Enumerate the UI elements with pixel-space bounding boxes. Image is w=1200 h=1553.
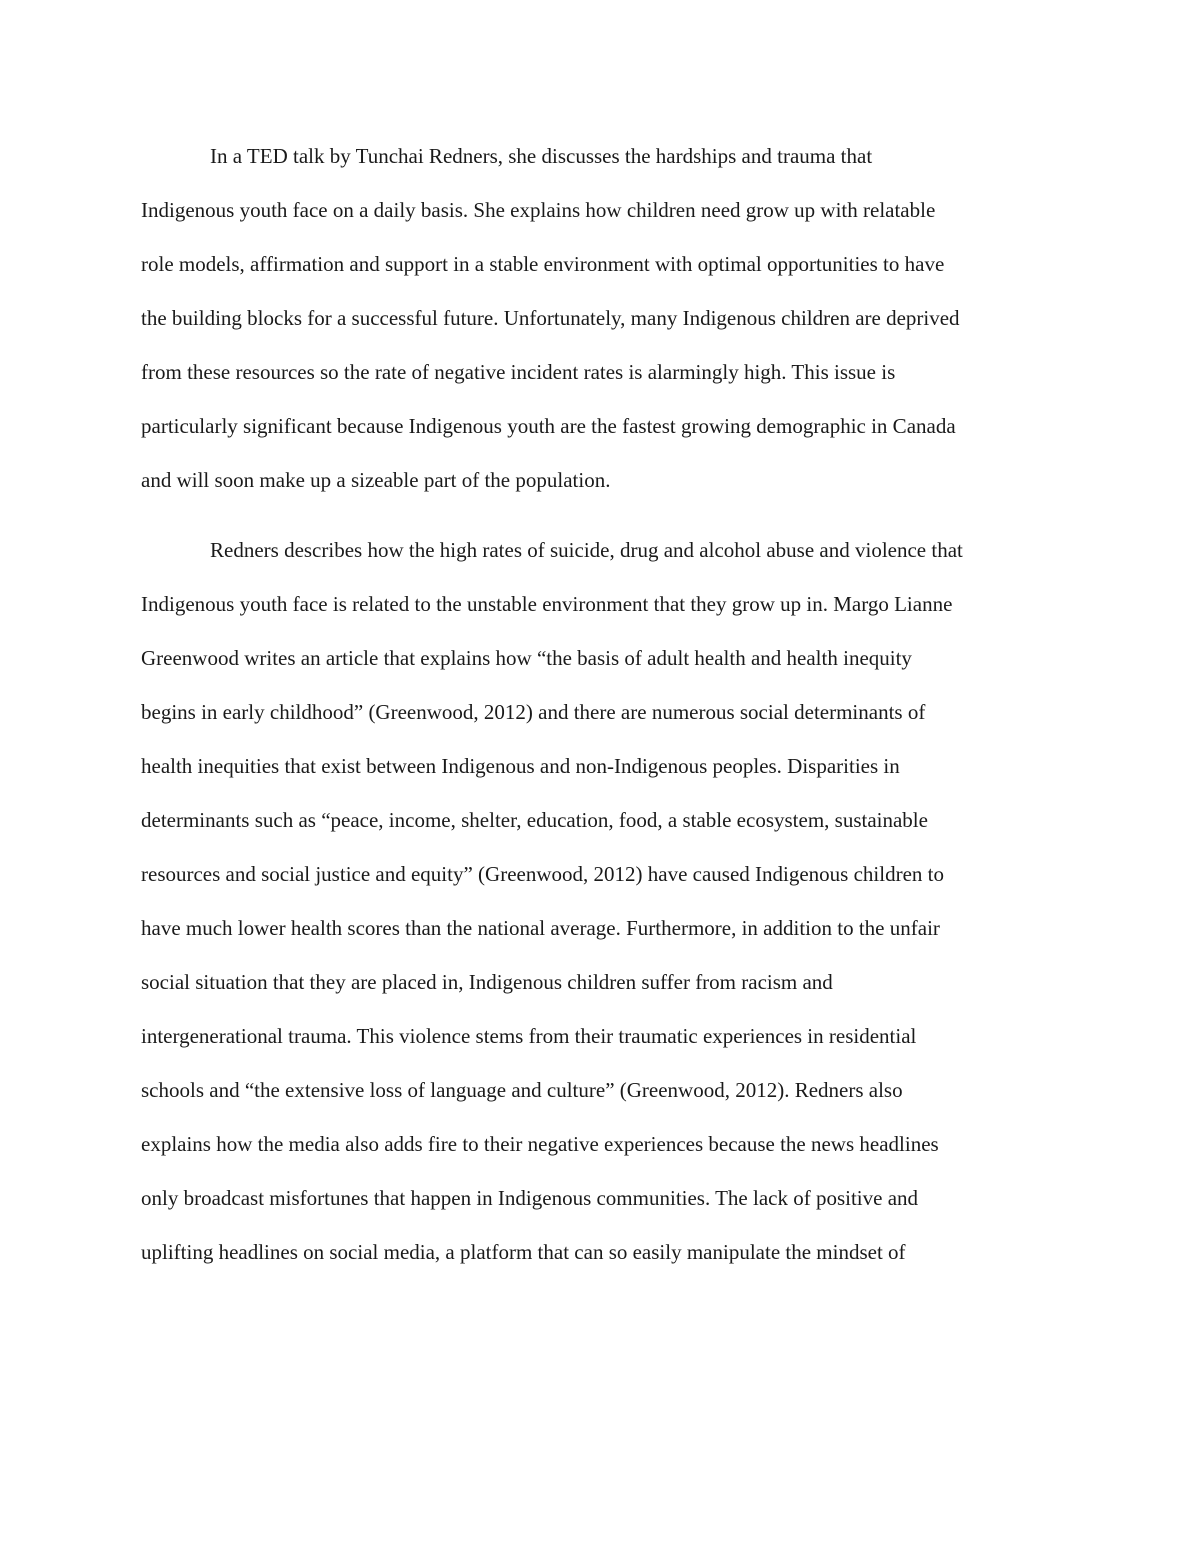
paragraph-line: determinants such as “peace, income, shelter, education, food, a stable ecosystem, sustainable — [141, 808, 928, 832]
paragraph-line: resources and social justice and equity” (Greenwood, 2012) have caused Indigenous children to — [141, 862, 944, 886]
paragraph-line: and will soon make up a sizeable part of the population. — [141, 468, 611, 492]
paragraph-line: uplifting headlines on social media, a platform that can so easily manipulate the mindset of — [141, 1240, 906, 1264]
paragraph-line: schools and “the extensive loss of language and culture” (Greenwood, 2012). Redners also — [141, 1078, 903, 1102]
paragraph — [141, 523, 1061, 1279]
paragraph-line: Indigenous youth face on a daily basis. She explains how children need grow up with relatable — [141, 198, 936, 222]
paragraph-line: Redners describes how the high rates of suicide, drug and alcohol abuse and violence that — [210, 538, 963, 562]
paragraph-line: from these resources so the rate of negative incident rates is alarmingly high. This issue is — [141, 360, 896, 384]
paragraph-line: the building blocks for a successful future. Unfortunately, many Indigenous children are deprived — [141, 306, 960, 330]
paragraph-line: particularly significant because Indigenous youth are the fastest growing demographic in Canada — [141, 414, 956, 438]
paragraph-line: health inequities that exist between Indigenous and non-Indigenous peoples. Disparities in — [141, 754, 900, 778]
paragraph-line: Greenwood writes an article that explains how “the basis of adult health and health inequity — [141, 646, 912, 670]
paragraph-line: social situation that they are placed in, Indigenous children suffer from racism and — [141, 970, 833, 994]
paragraph-line: only broadcast misfortunes that happen in Indigenous communities. The lack of positive and — [141, 1186, 919, 1210]
paragraph — [141, 129, 1061, 507]
paragraph-line: In a TED talk by Tunchai Redners, she discusses the hardships and trauma that — [210, 144, 873, 168]
paragraph-line: Indigenous youth face is related to the unstable environment that they grow up in. Margo Lianne — [141, 592, 953, 616]
paragraph-line: begins in early childhood” (Greenwood, 2012) and there are numerous social determinants of — [141, 700, 926, 724]
paragraph-spacer — [141, 507, 1061, 523]
paragraph-line: intergenerational trauma. This violence stems from their traumatic experiences in residential — [141, 1024, 917, 1048]
document-body — [141, 129, 1061, 1279]
paragraph-line: role models, affirmation and support in a stable environment with optimal opportunities to have — [141, 252, 945, 276]
paragraph-line: explains how the media also adds fire to their negative experiences because the news headlines — [141, 1132, 939, 1156]
paragraph-line: have much lower health scores than the national average. Furthermore, in addition to the unfair — [141, 916, 940, 940]
